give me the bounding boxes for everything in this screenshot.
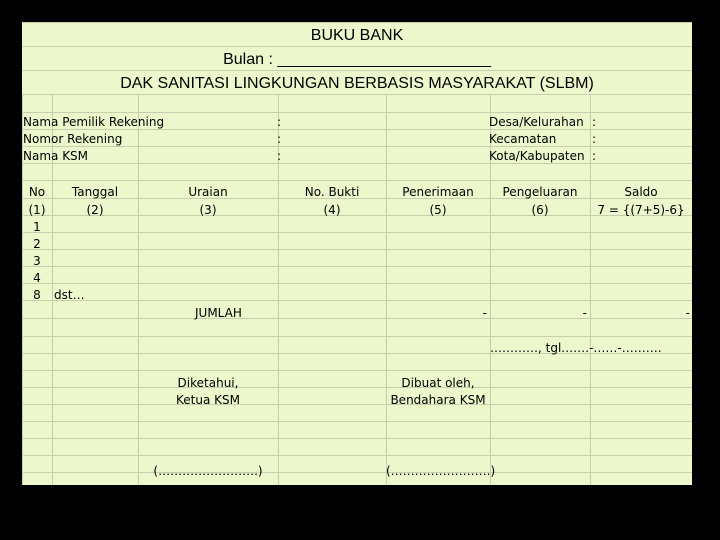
- row-number: 1: [33, 220, 41, 234]
- document-title: BUKU BANK: [310, 27, 404, 44]
- header-pengeluaran: Pengeluaran: [502, 185, 578, 199]
- prepared-by-label: Dibuat oleh,: [401, 376, 475, 390]
- district-label: Kecamatan: [489, 132, 557, 146]
- document-subtitle: DAK SANITASI LINGKUNGAN BERBASIS MASYARAKAT (SLBM): [120, 75, 594, 92]
- row-number: 4: [33, 271, 41, 285]
- row-number: 2: [33, 237, 41, 251]
- colnum-6: (6): [531, 203, 549, 217]
- district-colon: :: [592, 132, 597, 146]
- account-number-colon: :: [277, 132, 282, 146]
- header-no-bukti: No. Bukti: [304, 185, 360, 199]
- colnum-4: (4): [323, 203, 341, 217]
- right-signature-blank: (…………………….): [386, 464, 496, 478]
- continuation-note: dst…: [54, 288, 85, 302]
- row-number: 8: [33, 288, 41, 302]
- date-line: …………, tgl.……-……-……….: [490, 341, 662, 355]
- colnum-7: 7 = {(7+5)-6}: [597, 203, 685, 217]
- village-label: Desa/Kelurahan: [489, 115, 584, 129]
- owner-label: Nama Pemilik Rekening: [23, 115, 165, 129]
- spreadsheet-sheet: [22, 22, 692, 485]
- colnum-2: (2): [86, 203, 104, 217]
- acknowledged-by-label: Diketahui,: [177, 376, 239, 390]
- colnum-5: (5): [429, 203, 447, 217]
- month-line: Bulan : ________________________: [223, 51, 491, 68]
- left-signature-blank: (…………………….): [153, 464, 263, 478]
- village-colon: :: [592, 115, 597, 129]
- header-penerimaan: Penerimaan: [402, 185, 474, 199]
- colnum-1: (1): [28, 203, 46, 217]
- owner-colon: :: [277, 115, 282, 129]
- city-label: Kota/Kabupaten: [489, 149, 585, 163]
- ksm-name-colon: :: [277, 149, 282, 163]
- city-colon: :: [592, 149, 597, 163]
- colnum-3: (3): [199, 203, 217, 217]
- account-number-label: Nomor Rekening: [23, 132, 123, 146]
- total-penerimaan: -: [482, 306, 487, 320]
- header-tanggal: Tanggal: [71, 185, 119, 199]
- ksm-treasurer-label: Bendahara KSM: [390, 393, 486, 407]
- total-pengeluaran: -: [582, 306, 587, 320]
- total-saldo: -: [685, 306, 690, 320]
- header-saldo: Saldo: [624, 185, 658, 199]
- header-no: No: [28, 185, 46, 199]
- ksm-name-label: Nama KSM: [23, 149, 89, 163]
- header-uraian: Uraian: [188, 185, 228, 199]
- total-label: JUMLAH: [195, 306, 242, 320]
- ksm-chair-label: Ketua KSM: [176, 393, 240, 407]
- row-number: 3: [33, 254, 41, 268]
